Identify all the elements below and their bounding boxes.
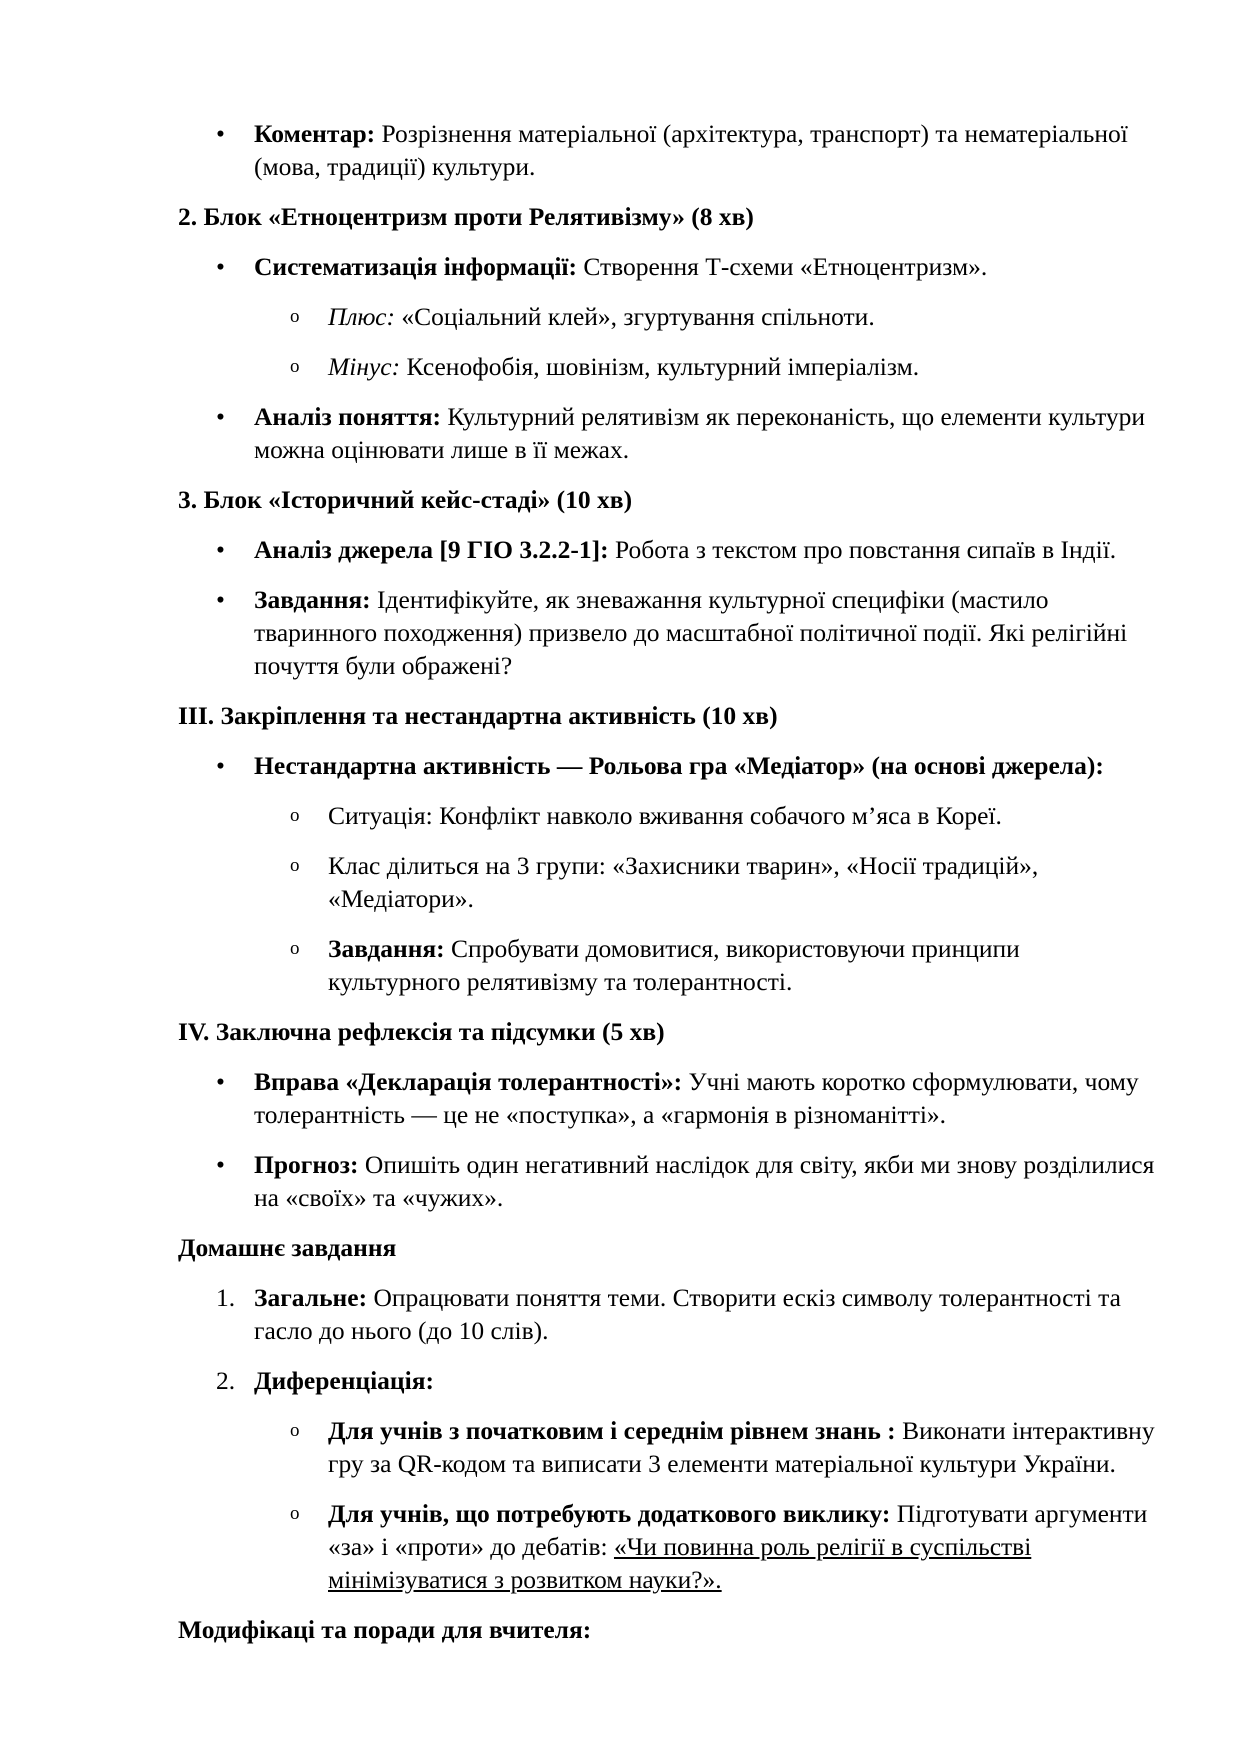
bullet-marker: • (216, 751, 225, 780)
sub-bullet-minus (178, 350, 1158, 383)
item-label: Аналіз поняття: (254, 402, 442, 431)
item-text: Опрацювати поняття теми. Створити ескіз символу толерантності та гасло до нього (до 10 слів). (254, 1283, 1121, 1345)
item-text: Створення Т-схеми «Етноцентризм». (576, 252, 988, 281)
bullet-item-concept-analysis (178, 400, 1158, 466)
item-text: Культурний релятивізм як переконаність, що елементи культури можна оцінювати лише в її межах. (254, 402, 1146, 464)
bullet-item-task (178, 583, 1158, 682)
item-label: Для учнів, що потребують додаткового виклику: (328, 1499, 891, 1528)
sub-bullet-marker: o (290, 938, 300, 959)
item-label: Плюс: (328, 302, 395, 331)
item-label: Диференціація: (254, 1366, 434, 1395)
item-label: Коментар: (254, 119, 376, 148)
sub-bullet-marker: o (290, 805, 300, 826)
item-text: Опишіть один негативний наслідок для світу, якби ми знову розділилися на «своїх» та «чужих». (254, 1150, 1155, 1212)
bullet-marker: • (216, 119, 225, 148)
item-text: Учні мають коротко сформулювати, чому толерантність — це не «поступка», а «гармонія в різноманітті». (254, 1067, 1139, 1129)
bullet-marker: • (216, 535, 225, 564)
item-label: Завдання: (254, 585, 371, 614)
sub-bullet-marker: o (290, 1420, 300, 1441)
number-marker: 2. (216, 1366, 236, 1395)
section-heading-case-study: 3. Блок «Історичний кейс-стаді» (10 хв) (178, 485, 633, 514)
item-text: Ксенофобія, шовінізм, культурний імперіалізм. (400, 352, 920, 381)
bullet-marker: • (216, 402, 225, 431)
item-text: Підготувати аргументи «за» і «проти» до дебатів: (328, 1499, 1148, 1561)
document-page (178, 117, 1158, 1663)
item-text: Розрізнення матеріальної (архітектура, транспорт) та нематеріальної (мова, традиції) культури. (254, 119, 1128, 181)
item-label: Загальне: (254, 1283, 368, 1312)
bullet-item-declaration (178, 1065, 1158, 1131)
item-label: Завдання: (328, 934, 445, 963)
item-text: «Соціальний клей», згуртування спільноти. (395, 302, 875, 331)
item-label: Мінус: (328, 352, 401, 381)
debate-topic-link[interactable]: «Чи повинна роль релігії в суспільстві мінімізуватися з розвитком науки?». (328, 1532, 1032, 1594)
item-text: Робота з текстом про повстання сипаїв в Індії. (608, 535, 1117, 564)
item-label: Прогноз: (254, 1150, 359, 1179)
sub-bullet-plus (178, 300, 1158, 333)
sub-bullet-marker: o (290, 306, 300, 327)
item-label: Вправа «Декларація толерантності»: (254, 1067, 683, 1096)
sub-bullet-basic-level (178, 1414, 1158, 1480)
sub-bullet-marker: o (290, 855, 300, 876)
sub-bullet-marker: o (290, 356, 300, 377)
section-heading-ethnocentrism: 2. Блок «Етноцентризм проти Релятивізму» (8 хв) (178, 202, 754, 231)
item-text: Виконати інтерактивну гру за QR-кодом та виписати 3 елементи матеріальної культури України. (328, 1416, 1155, 1478)
bullet-marker: • (216, 585, 225, 614)
item-label: Аналіз джерела [9 ГІО 3.2.2-1]: (254, 535, 609, 564)
item-label: Для учнів з початковим і середнім рівнем знань : (328, 1416, 896, 1445)
bullet-item-systematization (178, 250, 1158, 283)
numbered-item-general (178, 1281, 1158, 1347)
sub-bullet-groups (178, 849, 1158, 915)
item-label: Нестандартна активність — Рольова гра «Медіатор» (на основі джерела): (254, 751, 1104, 780)
section-heading-homework: Домашнє завдання (178, 1233, 397, 1262)
bullet-item-source-analysis (178, 533, 1158, 566)
item-text: Спробувати домовитися, використовуючи принципи культурного релятивізму та толерантності. (328, 934, 1020, 996)
bullet-marker: • (216, 1067, 225, 1096)
bullet-marker: • (216, 252, 225, 281)
bullet-item-comment (178, 117, 1158, 183)
numbered-item-differentiation (178, 1364, 1158, 1397)
bullet-marker: • (216, 1150, 225, 1179)
section-heading-consolidation: ІІІ. Закріплення та нестандартна активність (10 хв) (178, 701, 778, 730)
section-heading-reflection: IV. Заключна рефлексія та підсумки (5 хв) (178, 1017, 665, 1046)
item-label: Систематизація інформації: (254, 252, 577, 281)
item-text: Клас ділиться на 3 групи: «Захисники тварин», «Носії традицій», «Медіатори». (328, 851, 1039, 913)
bullet-item-role-play (178, 749, 1158, 782)
item-text: Ситуація: Конфлікт навколо вживання собачого м’яса в Кореї. (328, 801, 1002, 830)
item-text: Ідентифікуйте, як зневажання культурної специфіки (мастило тваринного походження) призвело до масштабної політичної події. Які релігійні почуття були ображені? (254, 585, 1128, 680)
sub-bullet-marker: o (290, 1503, 300, 1524)
sub-bullet-situation (178, 799, 1158, 832)
sub-bullet-task (178, 932, 1158, 998)
section-heading-teacher-tips: Модифікаці та поради для вчителя: (178, 1615, 592, 1644)
number-marker: 1. (216, 1283, 236, 1312)
bullet-item-forecast (178, 1148, 1158, 1214)
sub-bullet-advanced-level (178, 1497, 1158, 1596)
